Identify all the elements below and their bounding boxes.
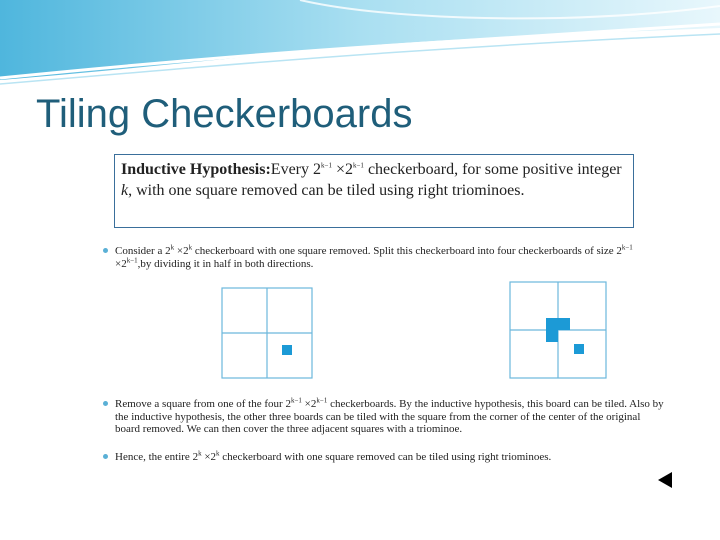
hypothesis-text: Every $2^{k-1} \times 2^{k-1}$ checkerboard, for some positive integer k, with one square removed can be tiled using right triominoes. [121, 161, 622, 199]
checkerboard-split [220, 286, 314, 380]
bullet-dot [103, 401, 108, 406]
bullet-dot [103, 248, 108, 253]
center-triomino [546, 318, 570, 342]
bullet-3: Hence, the entire $2^k \times 2^k$ checkerboard with one square removed can be tiled using right triominoes. [115, 449, 552, 463]
hypothesis-label: Inductive Hypothesis: [121, 161, 271, 178]
removed-square [282, 345, 292, 355]
bullet-dot [103, 454, 108, 459]
checkerboard-triomino [508, 280, 608, 380]
bullet-2: Remove a square from one of the four $2^{k-1} \times 2^{k-1}$ checkerboards. By the inductive hypothesis, this board can be tiled. Also by the inductive hypothesis, the other three boards can be tiled with the square from the corner of the center of the original board removed. We can then cover the three adjacent squares with a triominoe. [115, 396, 664, 435]
hypothesis-box [114, 154, 634, 228]
header-banner [0, 0, 720, 90]
removed-square [574, 344, 584, 354]
slide-title: Tiling Checkerboards [36, 92, 413, 136]
back-triangle-icon[interactable] [658, 472, 672, 488]
bullet-1: Consider a $2^k \times 2^k$ checkerboard with one square removed. Split this checkerboard into four checkerboards of size $2^{k-1} \times 2^{k-1},by$ dividing it in half in both directions. [115, 243, 633, 270]
